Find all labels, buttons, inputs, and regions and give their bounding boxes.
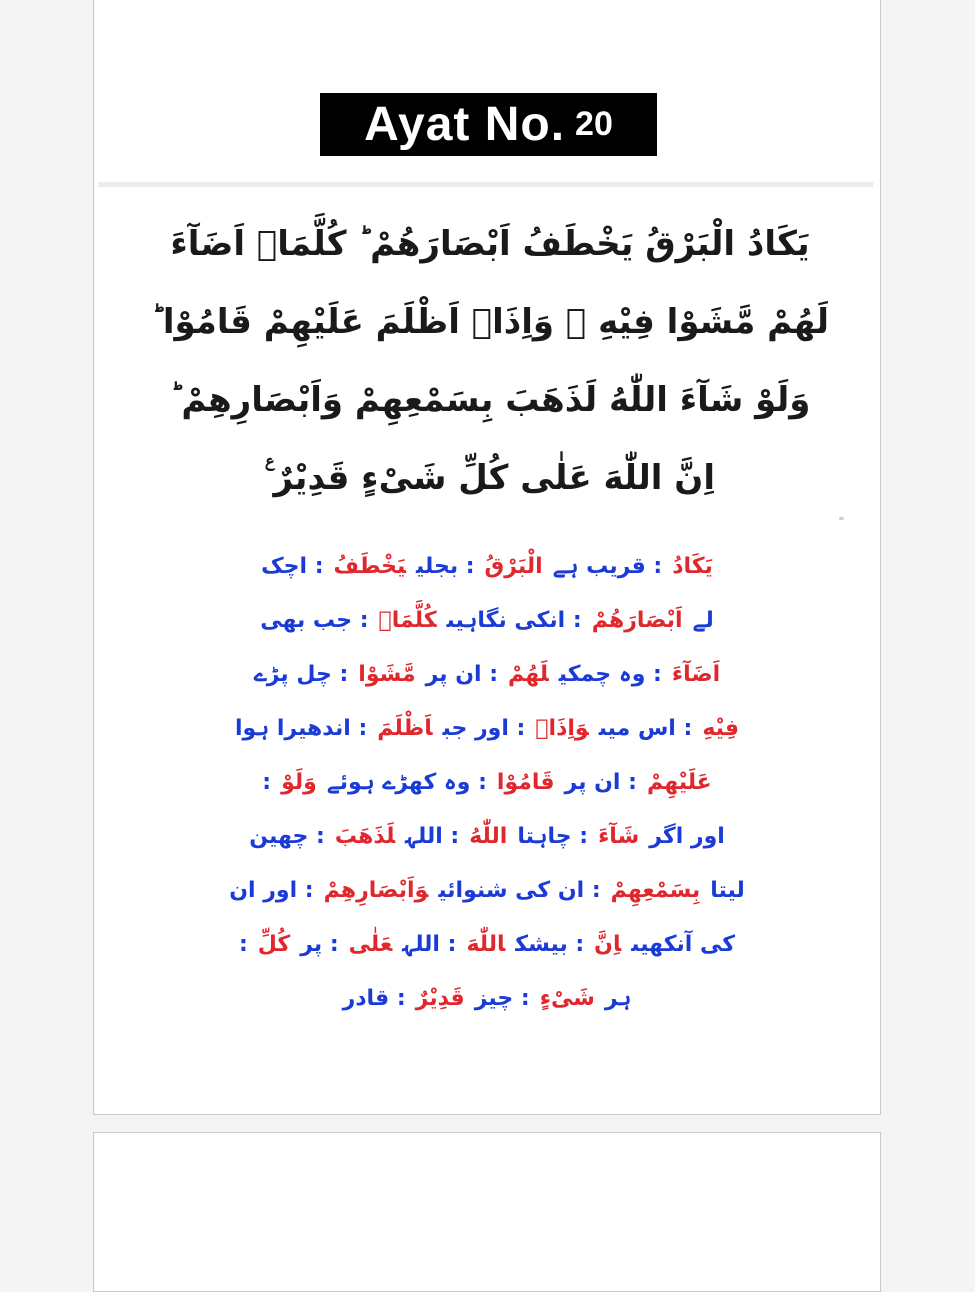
arabic-word: عَلٰى	[348, 932, 393, 957]
urdu-meaning: : اس میں	[598, 716, 693, 741]
ayah-line: وَلَوْ شَآءَ اللّٰهُ لَذَهَبَ بِسَمْعِهِمْ وَاَبْصَارِهِمْ ؕ	[169, 380, 811, 420]
verse-card	[93, 0, 881, 1115]
arabic-word: كُلَّمَاۤ	[378, 608, 437, 633]
divider	[98, 182, 873, 187]
urdu-meaning: : پر	[300, 932, 339, 957]
divider	[839, 517, 844, 520]
vocab-line	[134, 972, 840, 1026]
urdu-meaning: : وہ چمکی	[558, 662, 662, 687]
urdu-meaning: : بیشک	[515, 932, 585, 957]
vocab-line	[134, 540, 840, 594]
arabic-word: لَذَهَبَ	[334, 824, 396, 849]
urdu-meaning: : چل پڑے	[253, 662, 349, 687]
urdu-meaning: : قریب ہے	[552, 554, 663, 579]
arabic-word: يَخْطَفُ	[333, 554, 406, 579]
urdu-meaning: کی آنکھیں	[631, 932, 736, 957]
urdu-meaning: ہر	[604, 986, 632, 1011]
ayat-number: 20	[575, 105, 613, 143]
arabic-word: شَآءَ	[598, 824, 640, 849]
urdu-meaning: :	[262, 770, 272, 795]
urdu-meaning: : اللہ	[405, 824, 460, 849]
urdu-meaning: : ان کی شنوائی	[438, 878, 601, 903]
arabic-word: اَظْلَمَ	[377, 716, 433, 741]
urdu-meaning: اور اگر	[649, 824, 725, 849]
word-by-word-translation	[134, 540, 840, 1026]
urdu-meaning: : بجلی	[416, 554, 475, 579]
urdu-meaning: : اچک	[261, 554, 324, 579]
ayah-line: لَهُمْ مَّشَوْا فِيْهِ ۙ وَاِذَاۤ اَظْلَمَ عَلَيْهِمْ قَامُوْا ؕ	[150, 302, 829, 342]
urdu-meaning: : اور جب	[442, 716, 526, 741]
arabic-word: الْبَرْقُ	[484, 554, 543, 579]
arabic-word: اللّٰهُ	[469, 824, 508, 849]
arabic-word: شَىْءٍ	[539, 986, 595, 1011]
arabic-word: لَهُمْ	[508, 662, 549, 687]
urdu-meaning: : ان پر	[564, 770, 637, 795]
arabic-word: قَامُوْا	[496, 770, 555, 795]
vocab-line	[134, 918, 840, 972]
page-title	[320, 93, 657, 156]
arabic-word: بِسَمْعِهِمْ	[610, 878, 701, 903]
ayah-text	[114, 205, 866, 517]
urdu-meaning: : انکی نگاہیں	[446, 608, 582, 633]
arabic-word: وَاِذَاۤ	[535, 716, 589, 741]
vocab-line	[134, 810, 840, 864]
urdu-meaning: لے	[692, 608, 714, 633]
urdu-meaning: : اور ان	[229, 878, 314, 903]
urdu-meaning: : ان پر	[425, 662, 499, 687]
arabic-word: اَضَآءَ	[671, 662, 721, 687]
urdu-meaning: : چیز	[474, 986, 530, 1011]
vocab-line	[134, 702, 840, 756]
title-label: Ayat No.	[364, 98, 566, 151]
ayah-line: يَكَادُ الْبَرْقُ يَخْطَفُ اَبْصَارَهُمْ ؕ كُلَّمَاۤ اَضَآءَ	[170, 224, 810, 264]
arabic-word: فِيْهِ	[702, 716, 740, 741]
urdu-meaning: : اللہ	[402, 932, 457, 957]
urdu-meaning: : چاہتا	[517, 824, 589, 849]
urdu-meaning: لیتا	[710, 878, 745, 903]
urdu-meaning: : وہ کھڑے ہوئے	[326, 770, 487, 795]
arabic-word: قَدِيْرٌ	[415, 986, 465, 1011]
urdu-meaning: : چھین	[249, 824, 325, 849]
urdu-meaning: : قادر	[342, 986, 406, 1011]
arabic-word: كُلِّ	[257, 932, 291, 957]
arabic-word: اِنَّ	[594, 932, 622, 957]
arabic-word: مَّشَوْا	[358, 662, 416, 687]
urdu-meaning: :	[238, 932, 248, 957]
arabic-word: يَكَادُ	[672, 554, 713, 579]
urdu-meaning: : اندھیرا ہوا	[234, 716, 368, 741]
vocab-line	[134, 756, 840, 810]
vocab-line	[134, 594, 840, 648]
arabic-word: عَلَيْهِمْ	[646, 770, 712, 795]
urdu-meaning: : جب بھی	[260, 608, 369, 633]
next-card	[93, 1132, 881, 1292]
vocab-line	[134, 648, 840, 702]
arabic-word: اللّٰهَ	[466, 932, 506, 957]
ayah-line: اِنَّ اللّٰهَ عَلٰى كُلِّ شَىْءٍ قَدِيْرٌ ࣖ	[265, 458, 715, 498]
arabic-word: وَلَوْ	[281, 770, 317, 795]
arabic-word: وَاَبْصَارِهِمْ	[323, 878, 429, 903]
vocab-line	[134, 864, 840, 918]
arabic-word: اَبْصَارَهُمْ	[591, 608, 683, 633]
